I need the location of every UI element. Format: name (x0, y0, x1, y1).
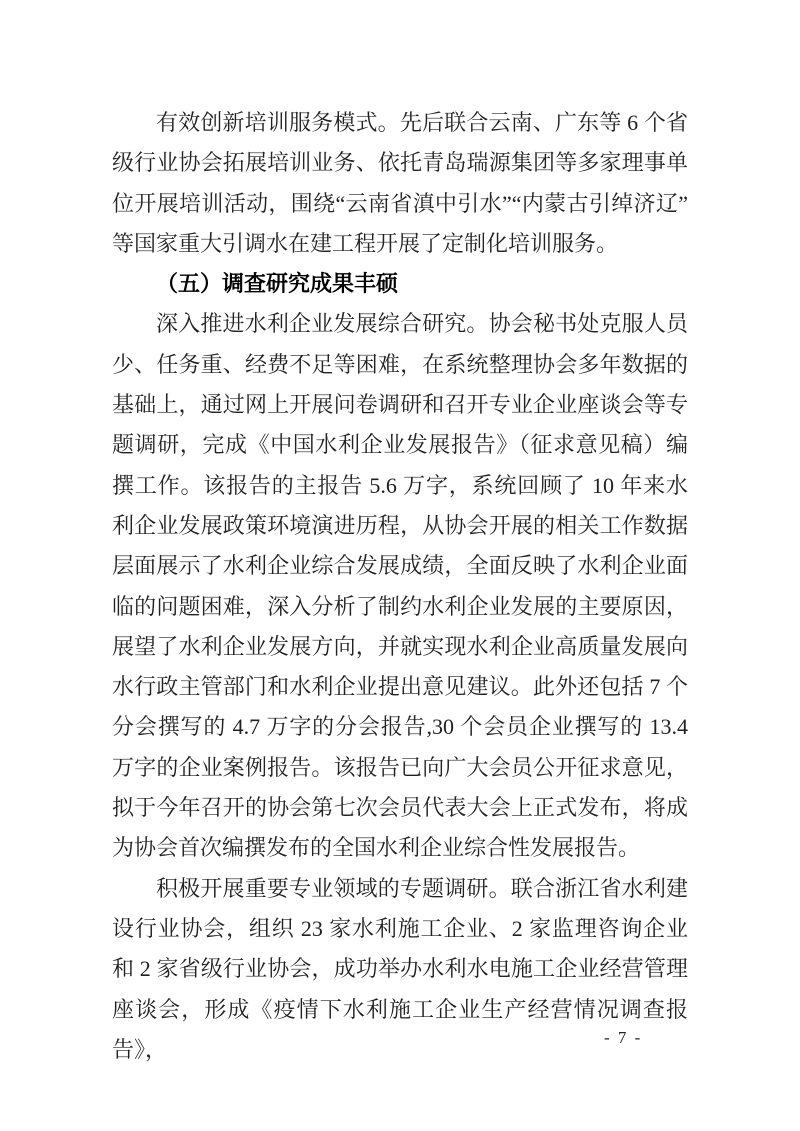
paragraph-training-services: 有效创新培训服务模式。先后联合云南、广东等 6 个省级行业协会拓展培训业务、依托青岛瑞源集团等多家理事单位开展培训活动，围绕“云南省滇中引水”“内蒙古引绰济辽”等国家重大引调水在建工程开展了定制化培训服务。 (112, 110, 688, 256)
paragraph-special-topic-survey: 积极开展重要专业领域的专题调研。联合浙江省水利建设行业协会，组织 23 家水利施工企业、2 家监理咨询企业和 2 家省级行业协会，成功举办水利水电施工企业经营管理座谈会，形成《疫情下水利施工企业生产经营情况调查报告》， (112, 875, 688, 1062)
page-number: - 7 - (604, 1028, 643, 1047)
paragraph-enterprise-development-research: 深入推进水利企业发展综合研究。协会秘书处克服人员少、任务重、经费不足等困难，在系统整理协会多年数据的基础上，通过网上开展问卷调研和召开专业企业座谈会等专题调研，完成《中国水利企业发展报告》（征求意见稿）编撰工作。该报告的主报告 5.6 万字，系统回顾了 10 年来水利企业发展政策环境演进历程，从协会开展的相关工作数据层面展示了水利企业综合发展成绩，全面反映了水利企业面临的问题困难，深入分析了制约水利企业发展的主要原因，展望了水利企业发展方向，并就实现水利企业高质量发展向水行政主管部门和水利企业提出意见建议。此外还包括 7 个分会撰写的 4.7 万字的分会报告,30 个会员企业撰写的 13.4 万字的企业案例报告。该报告已向广大会员公开征求意见，拟于今年召开的协会第七次会员代表大会上正式发布，将成为协会首次编撰发布的全国水利企业综合性发展报告。 (112, 311, 688, 861)
section-heading-survey-research: （五）调查研究成果丰硕 (156, 271, 399, 297)
document-body (112, 103, 688, 1070)
